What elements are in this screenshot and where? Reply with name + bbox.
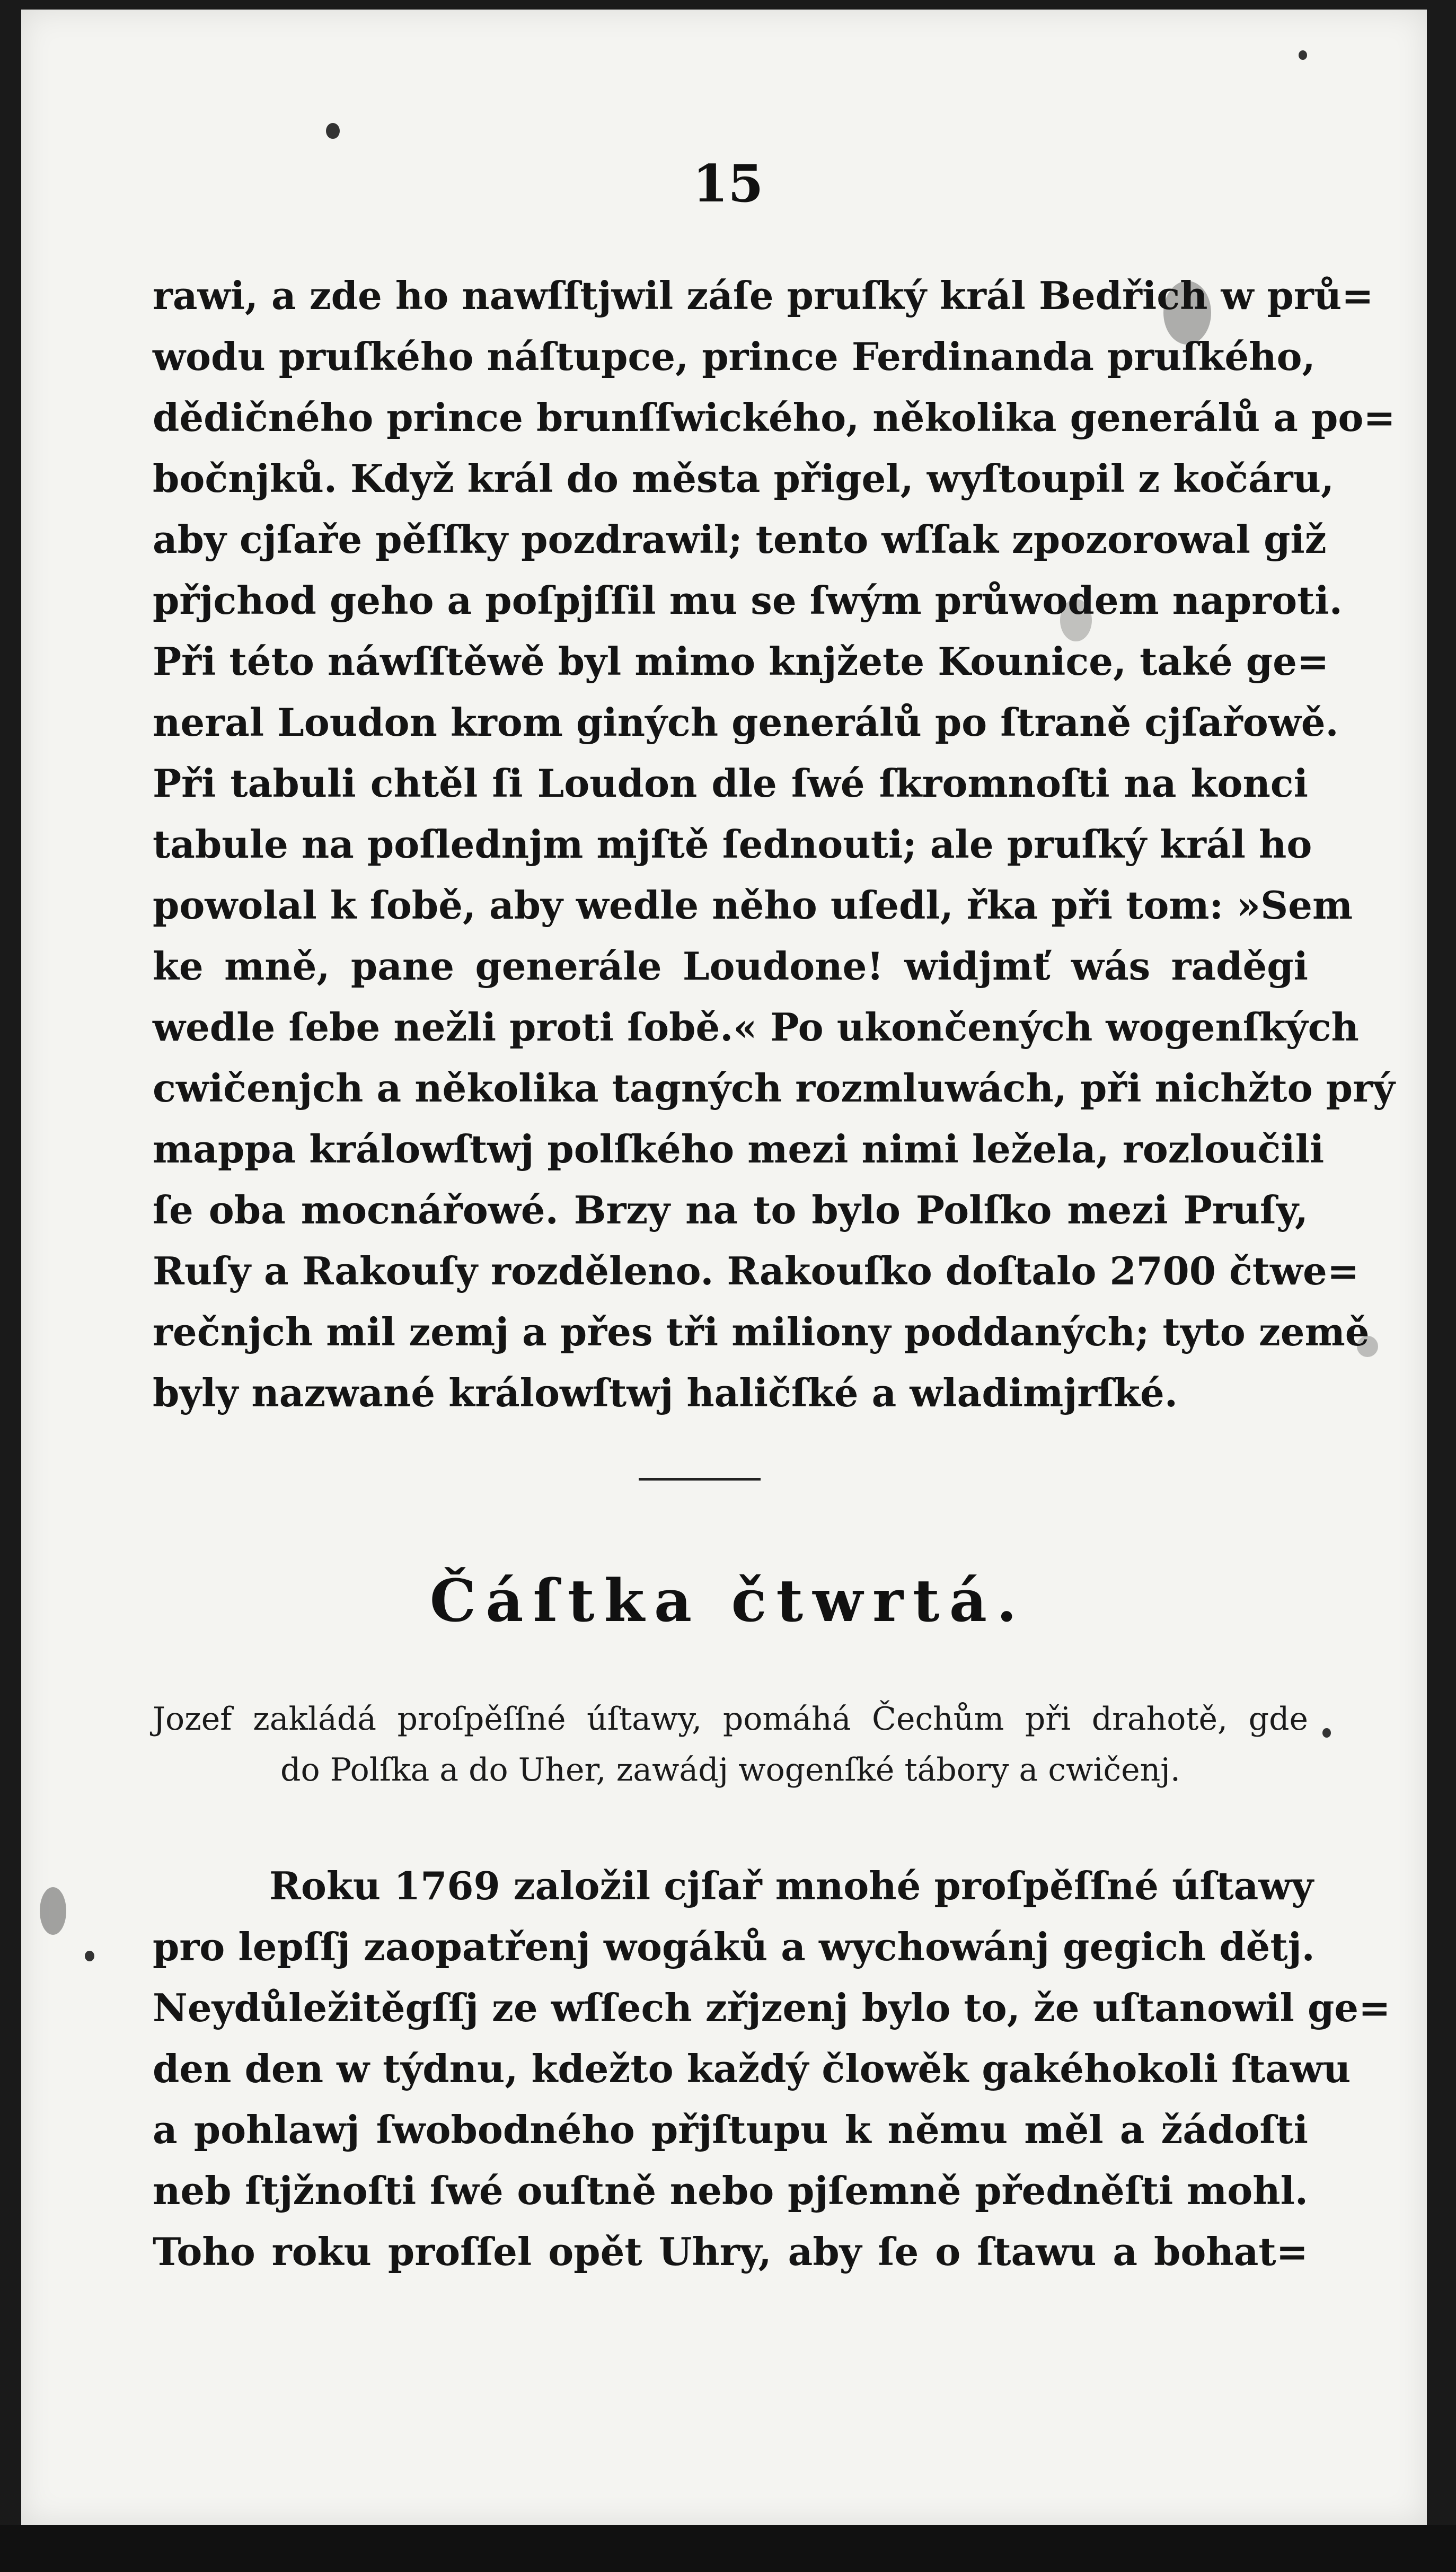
text-line: mappa králowſtwj polſkého mezi nimi ležela, rozloučili [153,1126,1325,1172]
summary-line: Jozef zakládá proſpěſſné úſtawy, pomáhá Čechům při drahotě, gde [153,1701,1308,1738]
scan-bottom-edge [0,2525,1456,2572]
section-title: Čáſtka čtwrtá. [429,1566,1027,1635]
text-line: rawi, a zde ho nawſſtjwil záſe pruſký král Bedřich w prů= [153,273,1374,318]
text-line: přjchod geho a poſpjſſil mu se ſwým průwodem naproti. [153,578,1343,623]
text-line: Toho roku proſſel opět Uhry, aby ſe o ſtawu a bohat= [153,2229,1308,2274]
text-line: wedle ſebe nežli proti ſobě.« Po ukončených wogenſkých [153,1005,1359,1050]
scan-speck [1322,1728,1331,1738]
text-line: Roku 1769 založil cjſař mnohé proſpěſſné úſtawy [269,1863,1314,1908]
text-line: neral Loudon krom giných generálů po ſtraně cjſařowě. [153,700,1339,745]
text-line: dědičného prince brunſſwického, několika generálů a po= [153,395,1396,440]
scan-speck [1299,50,1307,60]
section-divider [639,1478,761,1481]
text-line: cwičenjch a několika tagných rozmluwách, při nichžto prý [153,1065,1395,1111]
scan-speck [326,123,340,139]
text-line: den den w týdnu, kdežto každý člowěk gakéhokoli ſtawu [153,2046,1351,2091]
section-summary [153,1694,1308,1795]
text-line: Při tabuli chtěl ſi Loudon dle ſwé ſkromnoſti na konci [153,761,1308,806]
scan-speck [40,1887,66,1935]
text-line: wodu pruſkého náſtupce, prince Ferdinanda pruſkého, [153,334,1316,379]
summary-line: do Polſka a do Uher, zawádj wogenſké tábory a cwičenj. [280,1751,1180,1789]
text-line: tabule na poſlednjm mjſtě ſednouti; ale pruſký král ho [153,822,1312,867]
text-line: powolal k ſobě, aby wedle něho uſedl, řka při tom: »Sem [153,883,1353,928]
text-line: byly nazwané králowſtwj haličſké a wladimjrſké. [153,1370,1178,1415]
body-paragraph-1 [153,265,1396,1423]
text-line: Neydůležitěgſſj ze wſſech zřjzenj bylo to, že uſtanowil ge= [153,1985,1391,2030]
text-line: ſe oba mocnářowé. Brzy na to bylo Polſko mezi Pruſy, [153,1187,1308,1232]
text-line: ke mně, pane generále Loudone! widjmť wás raděgi [153,944,1308,989]
text-line: Při této náwſſtěwě byl mimo knjžete Kounice, také ge= [153,639,1329,684]
page-number: 15 [692,154,764,214]
text-line: bočnjků. Když král do města přigel, wyſtoupil z kočáru, [153,456,1335,501]
text-line: pro lepſſj zaopatřenj wogáků a wychowánj gegich dětj. [153,1924,1315,1969]
text-line: a pohlawj ſwobodného přjſtupu k němu měl a žádoſti [153,2107,1308,2152]
body-paragraph-2 [153,1855,1391,2282]
text-line: rečnjch mil zemj a přes tři miliony poddaných; tyto země [153,1309,1370,1354]
text-line: aby cjſaře pěſſky pozdrawil; tento wſſak zpozorowal giž [153,517,1327,562]
scan-speck [85,1951,94,1961]
text-line: neb ſtjžnoſti ſwé ouſtně nebo pjſemně předněſti mohl. [153,2168,1308,2213]
text-line: Ruſy a Rakouſy rozděleno. Rakouſko doſtalo 2700 čtwe= [153,1248,1360,1293]
